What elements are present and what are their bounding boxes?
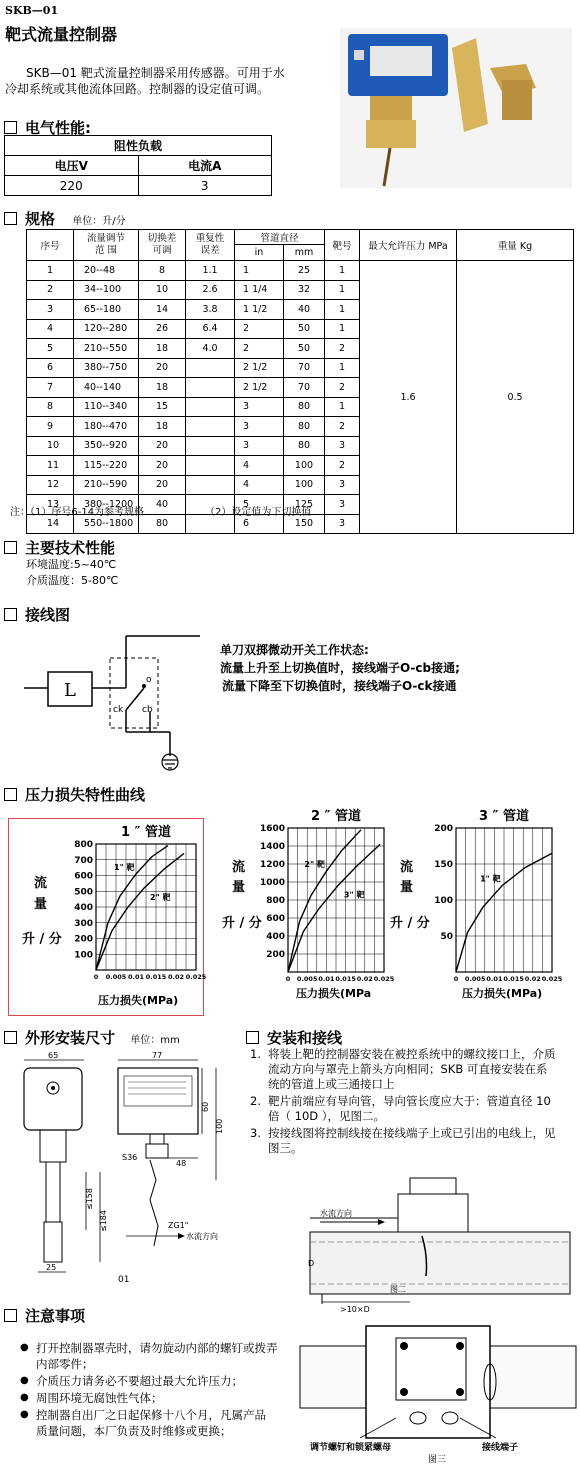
cell-no: 5	[27, 339, 74, 359]
cell-diff: 40	[139, 495, 186, 515]
cell-target: 1	[325, 280, 360, 300]
x-tick-label: 0	[453, 975, 459, 983]
cell-range: 380--750	[74, 358, 139, 378]
chart-2-ylabel-1: 流	[232, 860, 246, 875]
dim-s36: S36	[122, 1153, 138, 1162]
cell-range: 180--470	[74, 417, 139, 437]
notes-list	[20, 1340, 300, 1440]
fig2-flow-direction: 水流方向	[320, 1209, 352, 1218]
spec-note-1: 注：（1）序号6-14为参考规格	[10, 507, 145, 518]
install-item-line: 流动方向与罩壳上箭头方向相同；SKB 可直接安装在系	[268, 1062, 548, 1076]
dimension-drawing	[10, 1050, 230, 1290]
cell-no: 10	[27, 436, 74, 456]
cell-target: 3	[325, 475, 360, 495]
cell-mm: 25	[284, 261, 325, 281]
install-item-line: 将装上靶的控制器安装在被控系统中的螺纹接口上，介质	[268, 1047, 556, 1061]
current-value: 3	[138, 176, 272, 196]
cell-in: 6	[235, 514, 284, 534]
cell-range: 210--590	[74, 475, 139, 495]
series-line	[288, 844, 380, 972]
cell-range: 110--340	[74, 397, 139, 417]
x-tick-label: 0	[285, 975, 291, 983]
cell-no: 13	[27, 495, 74, 515]
contact-o: o	[146, 675, 152, 685]
cell-diff: 20	[139, 456, 186, 476]
cell-range: 34--100	[74, 280, 139, 300]
series-label: 2" 靶	[150, 893, 171, 903]
y-tick-label: 200	[74, 934, 93, 945]
dim-60: 60	[201, 1101, 210, 1112]
cell-target: 1	[325, 397, 360, 417]
dims-unit: 单位：mm	[130, 1035, 180, 1046]
y-tick-label: 400	[74, 903, 93, 913]
y-tick-label: 50	[440, 932, 453, 942]
bullet-icon: ●	[20, 1409, 29, 1420]
electrical-table	[4, 135, 272, 196]
cell-no: 1	[27, 261, 74, 281]
cell-diff: 8	[139, 261, 186, 281]
y-tick-label: 800	[74, 840, 93, 850]
checkbox-square-icon	[4, 541, 17, 554]
cell-mm: 32	[284, 280, 325, 300]
note-item	[20, 1373, 300, 1389]
cell-in: 1	[235, 261, 284, 281]
cell-target: 2	[325, 456, 360, 476]
y-tick-label: 200	[434, 824, 453, 834]
y-tick-label: 100	[434, 896, 453, 906]
col-pipe-mm: mm	[284, 245, 325, 261]
x-tick-label: 0.005	[464, 975, 486, 983]
cell-in: 1 1/2	[235, 300, 284, 320]
cell-range: 115--220	[74, 456, 139, 476]
cell-mm: 40	[284, 300, 325, 320]
dim-77: 77	[152, 1051, 163, 1060]
model-number: SKB—01	[5, 4, 59, 17]
spec-unit: 单位：升/分	[72, 216, 126, 227]
cell-diff: 14	[139, 300, 186, 320]
cell-mm: 70	[284, 378, 325, 398]
y-tick-label: 300	[74, 918, 93, 929]
chart-title: 1 ″ 管道	[121, 825, 171, 840]
cell-no: 14	[27, 514, 74, 534]
cell-mm: 100	[284, 475, 325, 495]
install-list	[250, 1047, 575, 1158]
cell-no: 12	[27, 475, 74, 495]
cell-in: 4	[235, 456, 284, 476]
cell-target: 2	[325, 417, 360, 437]
cell-in: 2	[235, 319, 284, 339]
voltage-value: 220	[5, 176, 139, 196]
intro-line-1: SKB—01 靶式流量控制器采用传感器。可用于水	[26, 66, 285, 80]
bullet-icon: ●	[20, 1392, 29, 1403]
current-label: 电流A	[138, 156, 272, 176]
cell-in: 1 1/4	[235, 280, 284, 300]
intro-line-2: 冷却系统或其他流体回路。控制器的设定值可调。	[5, 82, 270, 96]
cell-diff: 15	[139, 397, 186, 417]
cell-mm: 80	[284, 436, 325, 456]
y-tick-label: 1400	[259, 842, 285, 852]
dims-heading: 外形安装尺寸 单位：mm	[4, 1027, 180, 1048]
y-tick-label: 600	[74, 871, 93, 882]
checkbox-square-icon	[4, 212, 17, 225]
cell-range: 120--280	[74, 319, 139, 339]
cell-diff: 10	[139, 280, 186, 300]
cell-no: 7	[27, 378, 74, 398]
note-line: 打开控制器罩壳时，请勿旋动内部的螺钉或拨弄	[36, 1341, 278, 1355]
series-label: 2" 靶	[304, 860, 325, 870]
cell-in: 4	[235, 475, 284, 495]
cell-repeat: 6.4	[186, 319, 235, 339]
cell-no: 6	[27, 358, 74, 378]
weight-value: 0.5	[457, 261, 574, 534]
table-row	[27, 261, 574, 281]
install-item-line: 靶片前端应有导向管，导向管长度应大于：管道直径 10	[268, 1094, 551, 1108]
y-tick-label: 1000	[259, 878, 285, 888]
cell-in: 3	[235, 436, 284, 456]
install-figure-3	[300, 1322, 576, 1464]
cell-range: 350--920	[74, 436, 139, 456]
series-label: 3" 靶	[343, 890, 365, 900]
install-item-line: 图三。	[268, 1141, 303, 1155]
spec-heading: 规格 单位：升/分	[4, 208, 126, 229]
cell-no: 8	[27, 397, 74, 417]
dim-65: 65	[48, 1051, 59, 1060]
chart-3-ylabel-1: 流	[400, 860, 414, 875]
chart-1-ylabel-3: 升 / 分	[22, 932, 62, 947]
bullet-icon: ●	[20, 1375, 29, 1386]
cell-repeat: 3.8	[186, 300, 235, 320]
x-tick-label: 0.025	[185, 973, 207, 981]
install-item	[250, 1126, 575, 1156]
x-tick-label: 0.01	[318, 975, 335, 983]
note-item	[20, 1340, 300, 1372]
y-tick-label: 400	[266, 932, 285, 942]
dim-158: ≤158	[85, 1188, 94, 1210]
y-tick-label: 500	[74, 887, 93, 898]
cell-diff: 18	[139, 417, 186, 437]
cell-range: 380--1200	[74, 495, 139, 515]
chart-title: 2 ″ 管道	[311, 809, 361, 824]
wiring-diagram	[0, 628, 220, 778]
tech-heading: 主要技术性能	[4, 537, 115, 558]
checkbox-square-icon	[4, 788, 17, 801]
dim-zg: ZG1"	[168, 1221, 189, 1230]
cell-mm: 125	[284, 495, 325, 515]
chart-2	[252, 808, 395, 984]
dim-flow-direction: 水流方向	[186, 1232, 218, 1241]
fig3-terminal-label: 接线端子	[482, 1443, 519, 1453]
note-item	[20, 1407, 300, 1439]
chart-3-ylabel-2: 量	[400, 880, 414, 895]
cell-repeat	[186, 475, 235, 495]
cell-in: 2 1/2	[235, 378, 284, 398]
wiring-desc-1: 单刀双掷微动开关工作状态:	[220, 643, 369, 657]
ambient-temp: 环境温度:5~40℃	[26, 558, 117, 571]
series-label: 1" 靶	[114, 862, 135, 872]
col-repeat: 重复性 误差	[186, 230, 235, 261]
cell-no: 2	[27, 280, 74, 300]
cell-in: 3	[235, 397, 284, 417]
cell-mm: 80	[284, 417, 325, 437]
product-photo	[340, 28, 572, 188]
col-range: 流量调节 范 围	[74, 230, 139, 261]
x-tick-label: 0	[93, 973, 99, 981]
series-label: 1" 靶	[480, 874, 501, 884]
cell-target: 1	[325, 300, 360, 320]
col-pipe: 管道直径	[235, 230, 325, 245]
cell-in: 3	[235, 417, 284, 437]
install-item	[250, 1094, 575, 1124]
wiring-heading: 接线图	[4, 604, 70, 625]
note-line: 周围环境无腐蚀性气体；	[36, 1391, 163, 1405]
cell-repeat: 2.6	[186, 280, 235, 300]
chart-2-ylabel-3: 升 / 分	[222, 916, 262, 931]
col-target: 靶号	[325, 230, 360, 261]
x-tick-label: 0.01	[486, 975, 503, 983]
wiring-desc-3: 流量下降至下切换值时，接线端子O-ck接通	[222, 679, 457, 693]
y-tick-label: 150	[434, 860, 453, 870]
checkbox-square-icon	[4, 1309, 17, 1322]
note-line: 质量问题，本厂负责及时维修或更换；	[36, 1424, 232, 1438]
install-item-number: 3.	[250, 1126, 261, 1140]
cell-repeat	[186, 456, 235, 476]
chart-1-xlabel: 压力损失(MPa)	[98, 994, 179, 1007]
fig3-screw-label: 调节螺钉和锁紧螺母	[310, 1443, 392, 1453]
col-pipe-in: in	[235, 245, 284, 261]
cell-range: 550--1800	[74, 514, 139, 534]
install-item-line: 倍（ 10D ），见图二。	[268, 1109, 386, 1123]
fig2-d: D	[308, 1259, 315, 1268]
x-tick-label: 0.02	[524, 975, 541, 983]
x-tick-label: 0.025	[373, 975, 395, 983]
cell-diff: 18	[139, 339, 186, 359]
cell-target: 2	[325, 378, 360, 398]
spec-table	[26, 229, 574, 534]
cell-target: 3	[325, 514, 360, 534]
fig2-length: >10×D	[340, 1305, 370, 1314]
cell-mm: 50	[284, 319, 325, 339]
y-tick-label: 200	[266, 950, 285, 960]
cell-target: 1	[325, 319, 360, 339]
install-figure-2	[300, 1176, 576, 1318]
install-item	[250, 1047, 575, 1092]
cell-target: 2	[325, 339, 360, 359]
x-tick-label: 0.015	[145, 973, 167, 981]
cell-mm: 70	[284, 358, 325, 378]
cell-diff: 26	[139, 319, 186, 339]
cell-target: 3	[325, 436, 360, 456]
cell-diff: 80	[139, 514, 186, 534]
dim-184: ≤184	[99, 1210, 108, 1232]
pressure-heading: 压力损失特性曲线	[4, 784, 145, 805]
cell-mm: 150	[284, 514, 325, 534]
y-tick-label: 1600	[259, 824, 285, 834]
chart-1-ylabel-1: 流	[34, 876, 48, 891]
x-tick-label: 0.02	[356, 975, 373, 983]
col-no: 序号	[27, 230, 74, 261]
max-pressure-value: 1.6	[360, 261, 457, 534]
cell-no: 11	[27, 456, 74, 476]
cell-target: 3	[325, 495, 360, 515]
cell-target: 1	[325, 358, 360, 378]
x-tick-label: 0.015	[335, 975, 356, 983]
cell-mm: 80	[284, 397, 325, 417]
note-line: 内部零件；	[36, 1357, 94, 1371]
install-item-number: 1.	[250, 1047, 261, 1061]
cell-repeat: 1.1	[186, 261, 235, 281]
chart-1	[60, 824, 207, 992]
col-max-pressure: 最大允许压力 MPa	[360, 230, 457, 261]
checkbox-square-icon	[4, 1031, 17, 1044]
chart-1-ylabel-2: 量	[34, 897, 48, 912]
page-title: 靶式流量控制器	[5, 25, 118, 44]
x-tick-label: 0.01	[127, 973, 145, 981]
dim-25: 25	[46, 1263, 57, 1272]
cell-repeat	[186, 417, 235, 437]
load-header: 阻性负载	[5, 136, 272, 156]
chart-3	[420, 808, 563, 984]
chart-3-xlabel: 压力损失(MPa)	[462, 987, 543, 1000]
x-tick-label: 0.005	[296, 975, 318, 983]
install-item-line: 按接线图将控制线接在接线端子上或已引出的电线上，见	[268, 1126, 556, 1140]
cell-no: 3	[27, 300, 74, 320]
cell-diff: 20	[139, 436, 186, 456]
y-tick-label: 800	[266, 896, 285, 906]
fig3-label: 图三	[428, 1455, 447, 1465]
cell-diff: 20	[139, 358, 186, 378]
cell-repeat	[186, 358, 235, 378]
load-box-label: L	[64, 680, 76, 701]
bullet-icon: ●	[20, 1342, 29, 1353]
electrical-heading: 电气性能:	[4, 117, 91, 138]
cell-repeat	[186, 397, 235, 417]
checkbox-square-icon	[4, 121, 17, 134]
install-item-line: 统的管道上或三通接口上	[268, 1077, 395, 1091]
y-tick-label: 1200	[259, 860, 285, 870]
x-tick-label: 0.025	[541, 975, 563, 983]
note-item	[20, 1390, 300, 1406]
note-line: 控制器自出厂之日起保修十八个月，凡属产品	[36, 1408, 266, 1422]
cell-in: 2	[235, 339, 284, 359]
y-tick-label: 100	[74, 950, 93, 961]
contact-cb: cb	[142, 705, 153, 715]
cell-range: 210--550	[74, 339, 139, 359]
dim-48: 48	[176, 1159, 187, 1168]
cell-no: 4	[27, 319, 74, 339]
note-line: 介质压力请务必不要超过最大允许压力；	[36, 1374, 243, 1388]
spec-note-2: （2）设定值为下切换值	[205, 507, 312, 518]
chart-2-xlabel: 压力损失(MPa	[296, 987, 372, 1000]
cell-in: 2 1/2	[235, 358, 284, 378]
series-line	[96, 853, 184, 970]
voltage-label: 电压V	[5, 156, 139, 176]
cell-repeat	[186, 436, 235, 456]
dim-fig-label: 01	[118, 1275, 130, 1285]
y-tick-label: 600	[266, 914, 285, 924]
cell-mm: 100	[284, 456, 325, 476]
x-tick-label: 0.02	[167, 973, 185, 981]
cell-no: 9	[27, 417, 74, 437]
col-diff: 切换差 可调	[139, 230, 186, 261]
cell-repeat	[186, 378, 235, 398]
wiring-desc-2: 流量上升至上切换值时，接线端子O-cb接通;	[220, 661, 460, 675]
x-tick-label: 0.005	[105, 973, 127, 981]
cell-diff: 18	[139, 378, 186, 398]
medium-temp: 介质温度：5-80℃	[26, 574, 119, 587]
fig2-label: 图二	[390, 1285, 406, 1294]
notes-heading: 注意事项	[4, 1305, 85, 1326]
y-tick-label: 700	[74, 855, 93, 866]
install-heading: 安装和接线	[246, 1027, 342, 1048]
chart-2-ylabel-2: 量	[232, 880, 246, 895]
cell-range: 40--140	[74, 378, 139, 398]
checkbox-square-icon	[246, 1031, 259, 1044]
dim-100: 100	[215, 1118, 224, 1134]
install-item-number: 2.	[250, 1094, 261, 1108]
chart-title: 3 ″ 管道	[479, 809, 529, 824]
cell-target: 1	[325, 261, 360, 281]
contact-ck: ck	[113, 705, 124, 715]
col-weight: 重量 Kg	[457, 230, 574, 261]
cell-mm: 50	[284, 339, 325, 359]
cell-diff: 20	[139, 475, 186, 495]
cell-in: 5	[235, 495, 284, 515]
cell-repeat: 4.0	[186, 339, 235, 359]
chart-3-ylabel-3: 升 / 分	[390, 916, 430, 931]
cell-range: 20--48	[74, 261, 139, 281]
cell-range: 65--180	[74, 300, 139, 320]
checkbox-square-icon	[4, 608, 17, 621]
x-tick-label: 0.015	[503, 975, 524, 983]
